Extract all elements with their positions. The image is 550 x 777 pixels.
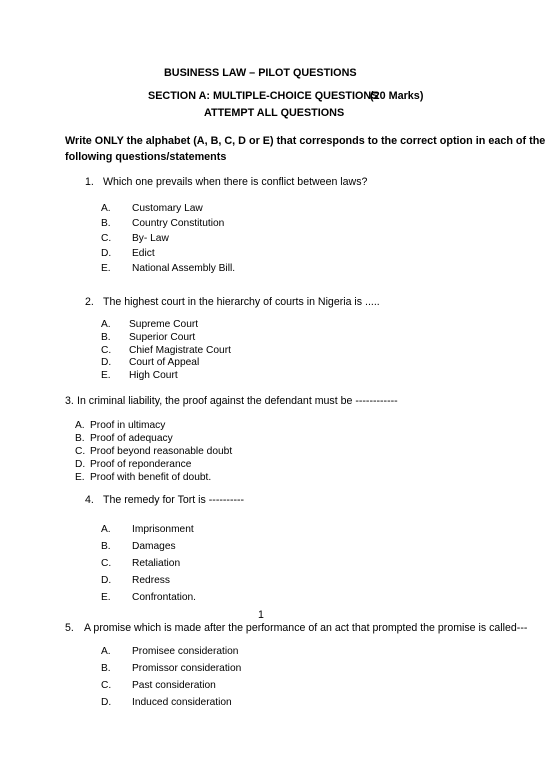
question-number: 1.	[85, 176, 94, 188]
option-letter: C.	[101, 233, 112, 244]
option-letter: C.	[101, 558, 112, 569]
option-text: Imprisonment	[132, 524, 194, 535]
option-letter: A.	[101, 524, 111, 535]
section-marks: (20 Marks)	[370, 90, 424, 102]
option-text: Retaliation	[132, 558, 181, 569]
option-text: Proof beyond reasonable doubt	[90, 446, 233, 457]
instruction-line-2: following questions/statements	[65, 151, 227, 163]
option-letter: D.	[101, 697, 112, 708]
option-letter: D.	[101, 357, 112, 368]
option-letter: A.	[101, 319, 111, 330]
question-number: 5.	[65, 622, 74, 634]
question-text: The remedy for Tort is ----------	[103, 494, 245, 506]
option-text: Supreme Court	[129, 319, 199, 330]
attempt-instruction: ATTEMPT ALL QUESTIONS	[204, 107, 345, 119]
section-heading: SECTION A: MULTIPLE-CHOICE QUESTIONS	[148, 90, 379, 102]
option-text: Confrontation.	[132, 592, 196, 603]
question-text: In criminal liability, the proof against the defendant must be ------------	[77, 395, 398, 407]
option-text: Proof with benefit of doubt.	[90, 472, 212, 483]
question-number: 2.	[85, 296, 94, 308]
option-letter: D.	[75, 459, 86, 470]
option-text: Proof of reponderance	[90, 459, 192, 470]
option-letter: A.	[101, 646, 111, 657]
option-text: Country Constitution	[132, 218, 225, 229]
option-letter: B.	[101, 663, 111, 674]
option-letter: E.	[101, 263, 111, 274]
option-text: By- Law	[132, 233, 169, 244]
option-letter: A.	[101, 203, 111, 214]
question-text: A promise which is made after the performance of an act that prompted the promise is called---	[84, 622, 528, 634]
option-letter: D.	[101, 248, 112, 259]
option-text: Edict	[132, 248, 155, 259]
option-letter: E.	[101, 370, 111, 381]
option-text: High Court	[129, 370, 178, 381]
option-letter: C.	[101, 680, 112, 691]
option-text: Redress	[132, 575, 170, 586]
question-number: 4.	[85, 494, 94, 506]
question-number: 3.	[65, 395, 74, 407]
question-text: Which one prevails when there is conflict between laws?	[103, 176, 368, 188]
document-title: BUSINESS LAW – PILOT QUESTIONS	[164, 67, 357, 79]
option-text: Past consideration	[132, 680, 216, 691]
option-text: Court of Appeal	[129, 357, 200, 368]
page-number: 1	[258, 609, 264, 621]
option-letter: E.	[75, 472, 85, 483]
option-text: Promisee consideration	[132, 646, 239, 657]
option-text: Customary Law	[132, 203, 203, 214]
option-letter: C.	[75, 446, 86, 457]
option-text: Proof of adequacy	[90, 433, 173, 444]
option-letter: E.	[101, 592, 111, 603]
option-letter: B.	[101, 332, 111, 343]
option-text: Promissor consideration	[132, 663, 242, 674]
option-letter: A.	[75, 420, 85, 431]
option-letter: B.	[101, 541, 111, 552]
option-text: Proof in ultimacy	[90, 420, 166, 431]
option-text: Chief Magistrate Court	[129, 345, 231, 356]
question-text: The highest court in the hierarchy of courts in Nigeria is .....	[103, 296, 380, 308]
option-text: Superior Court	[129, 332, 196, 343]
instruction-line-1: Write ONLY the alphabet (A, B, C, D or E) that corresponds to the correct option in each of the	[65, 135, 546, 147]
option-letter: D.	[101, 575, 112, 586]
option-text: National Assembly Bill.	[132, 263, 236, 274]
option-letter: C.	[101, 345, 112, 356]
option-text: Induced consideration	[132, 697, 232, 708]
option-letter: B.	[75, 433, 85, 444]
option-letter: B.	[101, 218, 111, 229]
option-text: Damages	[132, 541, 176, 552]
